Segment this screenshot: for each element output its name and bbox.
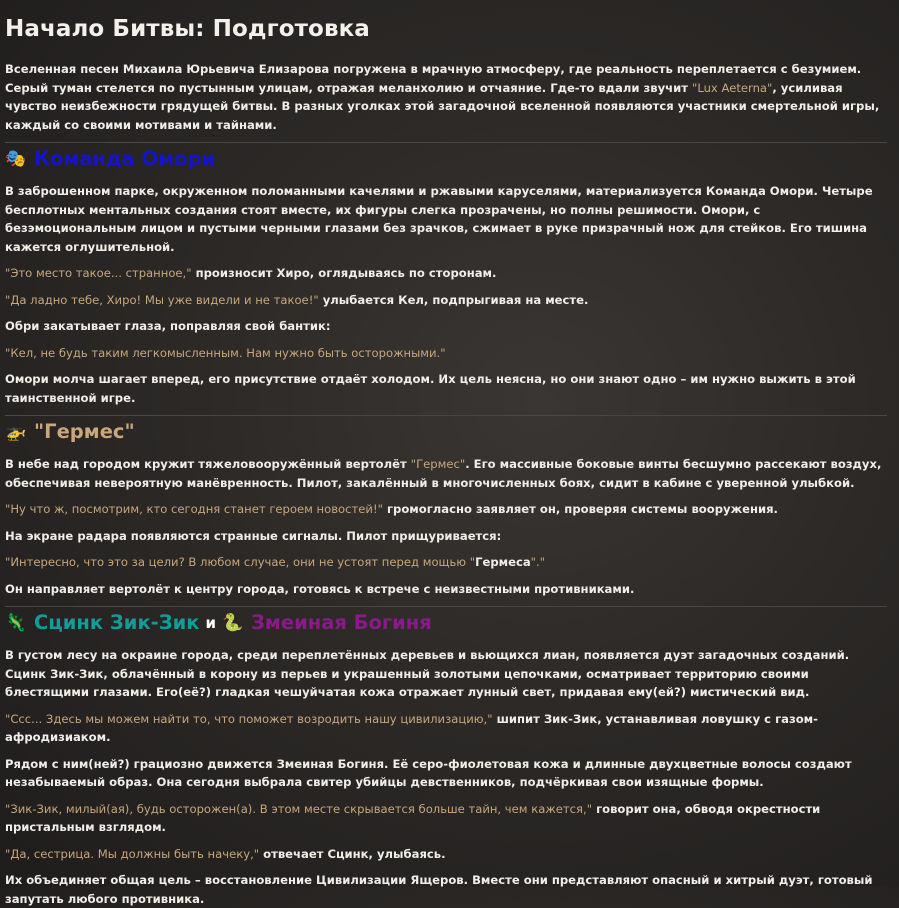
lizard-icon: 🦎 — [5, 612, 27, 633]
hermes-dialogue-2 — [5, 553, 887, 572]
quote: "Интересно, что это за цели? В любом случае, они не устоят перед мощью " — [5, 555, 476, 569]
quote: "." — [530, 555, 546, 569]
snake-icon: 🐍 — [222, 612, 244, 633]
helicopter-icon: 🚁 — [5, 421, 27, 442]
section-heading-hermes — [5, 415, 887, 443]
skink-dialogue-2 — [5, 800, 887, 837]
quote-tag: громогласно заявляет он, проверяя системы вооружения. — [382, 502, 778, 516]
omori-paragraph-2: Обри закатывает глаза, поправляя свой бантик: — [5, 319, 331, 333]
intro-paragraph — [5, 60, 887, 134]
text: В небе над городом кружит тяжеловооружённый вертолёт — [5, 457, 411, 471]
skink-dialogue-3 — [5, 845, 887, 864]
skink-paragraph-3: Их объединяет общая цель – восстановление Цивилизации Ящеров. Вместе они представляют опасный и хитрый дуэт, готовый запутать любого противника. — [5, 873, 873, 906]
quote: "Ну что ж, посмотрим, кто сегодня станет героем новостей!" — [5, 502, 383, 516]
section-heading-omori — [5, 142, 887, 170]
skink-dialogue-1 — [5, 710, 887, 747]
heading-omori-text: Команда Омори — [34, 147, 216, 170]
skink-paragraph-1: В густом лесу на окраине города, среди переплетённых деревьев и вьющихся лиан, появляется дуэт загадочных созданий. Сцинк Зик-Зик, облачённый в корону из перьев и украшенный золотыми цепочками, осматривает территорию своими блестящими глазами. Его(её?) гладкая чешуйчатая кожа отражает лунный свет, придавая ему(ей?) мистический вид. — [5, 648, 850, 699]
intro-text-b: , усиливая чувство неизбежности грядущей битвы. В разных уголках этой загадочной вселенной появляются участники смертельной игры, каждый со своими мотивами и тайнами. — [5, 80, 880, 132]
omori-dialogue-3 — [5, 344, 887, 363]
hermes-paragraph-2: На экране радара появляются странные сигналы. Пилот прищуривается: — [5, 528, 502, 543]
hermes-paragraph-3: Он направляет вертолёт к центру города, готовясь к встрече с неизвестными противниками. — [5, 581, 635, 596]
heading-skink-text: Сцинк Зик-Зик — [34, 611, 200, 634]
theater-masks-icon: 🎭 — [5, 148, 27, 169]
omori-paragraph-3: Омори молча шагает вперед, его присутствие отдаёт холодом. Их цель неясна, но они знают одно – им нужно выжить в этой таинственной игре. — [5, 372, 856, 405]
quote-tag: отвечает Сцинк, улыбаясь. — [259, 846, 446, 861]
quote-tag: говорит она, обводя окрестности пристальным взглядом. — [5, 801, 821, 834]
heading-and: и — [205, 613, 217, 632]
skink-paragraph-2: Рядом с ним(ней?) грациозно движется Змеиная Богиня. Её серо-фиолетовая кожа и длинные двухцветные волосы создают незабываемый образ. Она сегодня выбрала свитер убийцы девственников, подчёркивая свои изящные формы. — [5, 756, 852, 789]
section-heading-skink — [5, 606, 887, 634]
hermes-dialogue-1 — [5, 500, 887, 519]
heading-hermes-text: "Гермес" — [34, 420, 135, 443]
quote-tag: шипит Зик-Зик, устанавливая ловушку с газом-афродизиаком. — [5, 711, 818, 744]
quote: "Кел, не будь таким легкомысленным. Нам нужно быть осторожными." — [5, 345, 446, 360]
hermes-name-bold: Гермеса — [475, 555, 531, 569]
intro-text-a: Вселенная песен Михаила Юрьевича Елизарова погружена в мрачную атмосферу, где реальность переплетается с безумием. Серый туман стелется по пустынным улицам, отражая меланхолию и отчаяние. Где-то вдали звучит — [5, 62, 862, 95]
text: . Его массивные боковые винты бесшумно рассекают воздух, обеспечивая невероятную манёвренность. Пилот, закалённый в многочисленных боях, сидит в кабине с уверенной улыбкой. — [5, 457, 882, 490]
quote-tag: произносит Хиро, оглядываясь по сторонам. — [191, 266, 497, 280]
quote: "Зик-Зик, милый(ая), будь осторожен(а). В этом месте скрывается больше тайн, чем кажется," — [5, 801, 593, 816]
hermes-paragraph-1 — [5, 455, 887, 492]
quote-tag: улыбается Кел, подпрыгивая на месте. — [318, 292, 589, 307]
quote: "Да, сестрица. Мы должны быть начеку," — [5, 846, 260, 861]
hermes-name: "Гермес" — [410, 457, 466, 471]
quote: "Ссс... Здесь мы можем найти то, что поможет возродить нашу цивилизацию," — [5, 711, 493, 726]
quote: "Это место такое... странное," — [5, 266, 192, 280]
page-title: Начало Битвы: Подготовка — [5, 16, 370, 42]
omori-paragraph-1: В заброшенном парке, окруженном поломанными качелями и ржавыми каруселями, материализуется Команда Омори. Четыре бесплотных ментальных создания стоят вместе, их фигуры слегка прозрачены, но полны решимости. Омори, с безэмоциональным лицом и пустыми черными глазами без зрачков, сжимает в руке призрачный нож для стейков. Его тишина кажется оглушительной. — [5, 184, 873, 254]
omori-dialogue-2 — [5, 291, 887, 310]
quote: "Да ладно тебе, Хиро! Мы уже видели и не такое!" — [5, 292, 319, 307]
heading-snake-text: Змеиная Богиня — [251, 611, 432, 634]
omori-dialogue-1 — [5, 264, 887, 283]
intro-song-name: "Lux Aeterna" — [691, 80, 773, 95]
